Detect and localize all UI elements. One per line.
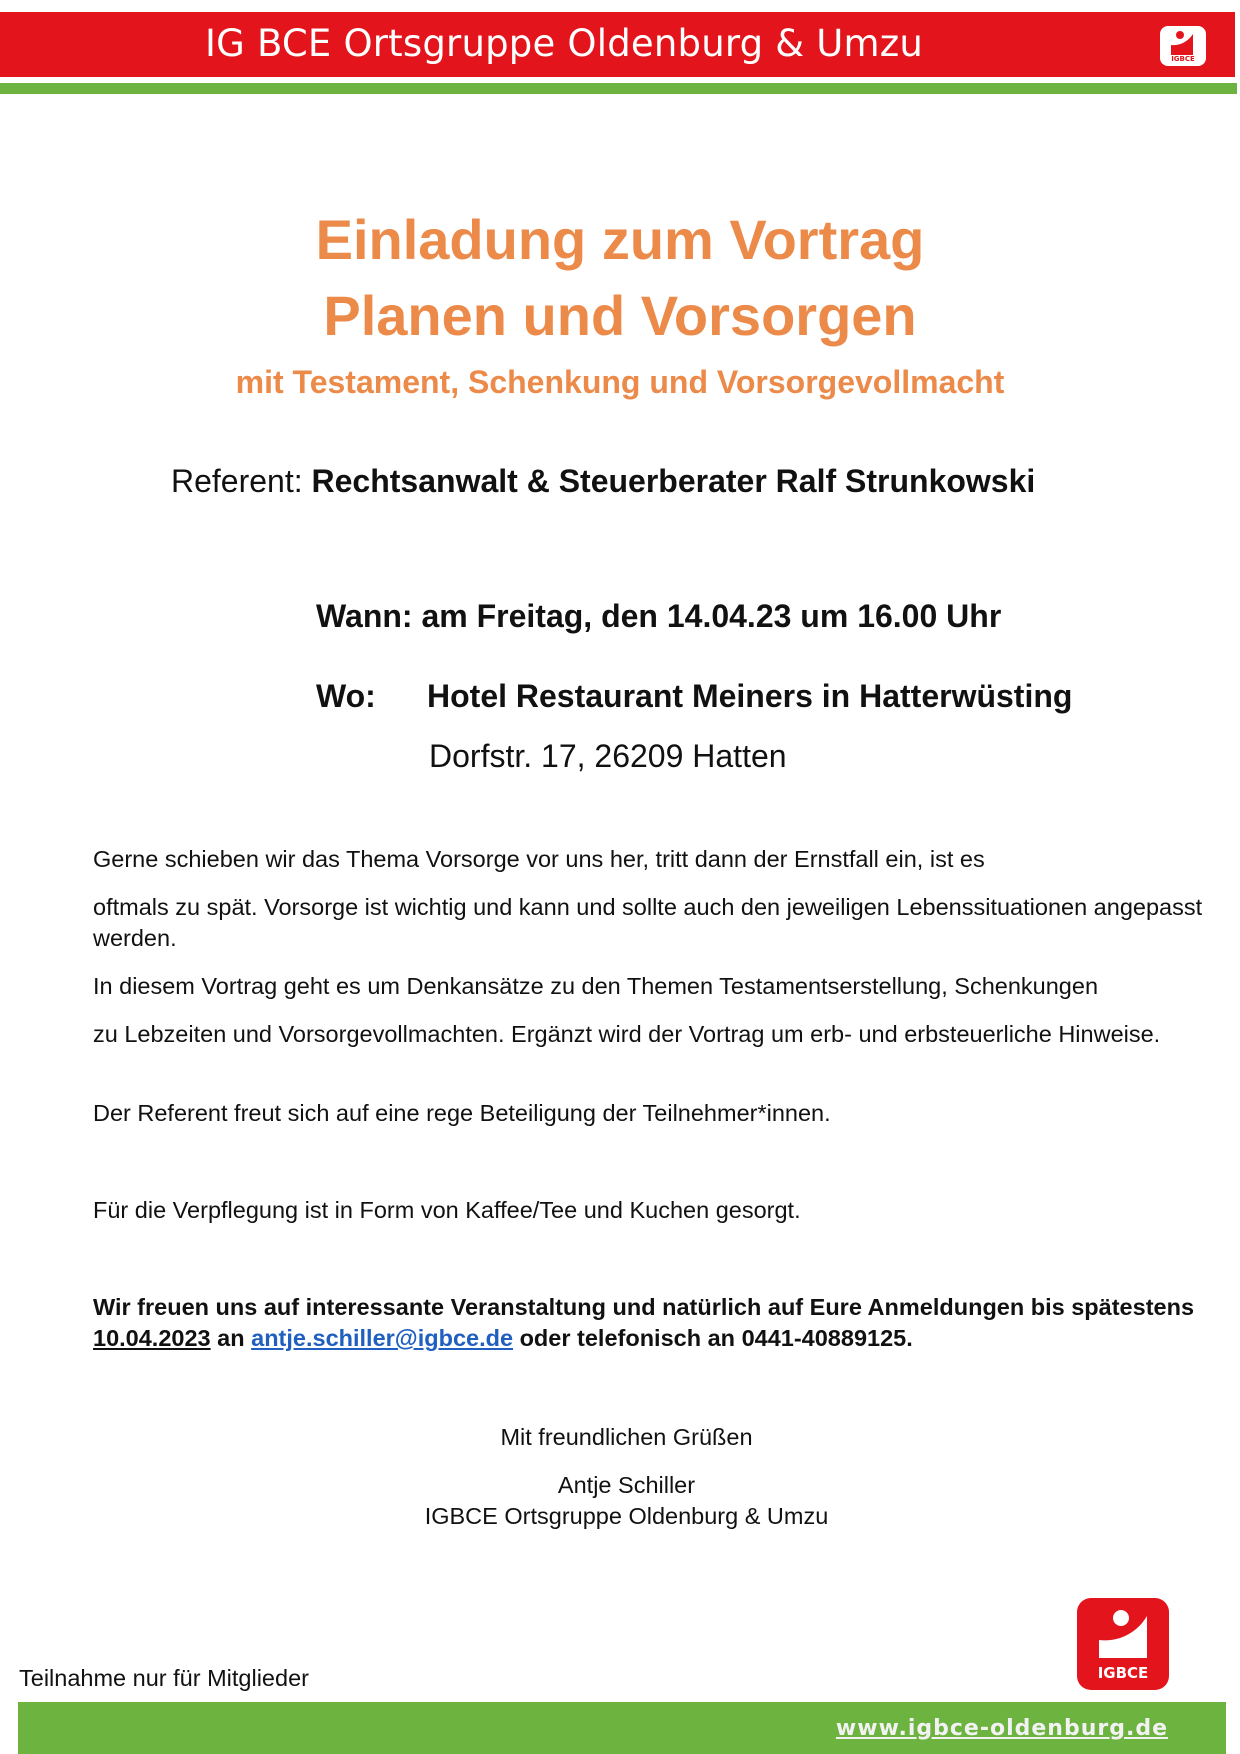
registration-text xyxy=(93,1292,1203,1354)
event-where-place: Hotel Restaurant Meiners in Hatterwüsting xyxy=(427,678,1073,714)
body-paragraph-5: Der Referent freut sich auf eine rege Beteiligung der Teilnehmer*innen. xyxy=(93,1100,831,1126)
igbce-logo-icon xyxy=(1160,26,1206,66)
body-paragraph-2: oftmals zu spät. Vorsorge ist wichtig und kann und sollte auch den jeweiligen Lebenssituationen angepasst werden. xyxy=(93,894,1203,951)
header-green-stripe xyxy=(0,83,1237,94)
footer-members-note: Teilnahme nur für Mitglieder xyxy=(19,1665,309,1691)
header-logo-text: IGBCE xyxy=(1171,55,1195,63)
signature-greeting: Mit freundlichen Grüßen xyxy=(500,1424,753,1450)
registration-text-3: oder telefonisch an 0441-40889125. xyxy=(519,1325,913,1351)
referent-name: Rechtsanwalt & Steuerberater Ralf Strunkowski xyxy=(311,463,1036,499)
footer-website-link[interactable]: www.igbce-oldenburg.de xyxy=(835,1716,1168,1741)
footer-logo-text: IGBCE xyxy=(1097,1664,1149,1682)
body-paragraph-3: In diesem Vortrag geht es um Denkansätze zu den Themen Testamentserstellung, Schenkungen xyxy=(93,973,1099,999)
signature-name: Antje Schiller xyxy=(557,1472,696,1498)
event-where-address: Dorfstr. 17, 26209 Hatten xyxy=(429,738,787,774)
header-title: IG BCE Ortsgruppe Oldenburg & Umzu xyxy=(205,22,924,65)
header-bar xyxy=(0,12,1235,77)
event-where-label: Wo: xyxy=(316,678,376,714)
referent-line xyxy=(171,463,1035,500)
referent-label: Referent: xyxy=(171,463,303,499)
event-when: Wann: am Freitag, den 14.04.23 um 16.00 Uhr xyxy=(316,598,1002,634)
body-paragraph-6: Für die Verpflegung ist in Form von Kaffee/Tee und Kuchen gesorgt. xyxy=(93,1197,801,1223)
footer-green-bar xyxy=(18,1702,1226,1754)
registration-email-link[interactable]: antje.schiller@igbce.de xyxy=(251,1325,514,1351)
registration-text-1: Wir freuen uns auf interessante Veranstaltung und natürlich auf Eure Anmeldungen bis spätestens xyxy=(93,1294,1195,1320)
registration-text-2: an xyxy=(217,1325,245,1351)
invitation-title: Einladung zum Vortrag xyxy=(315,208,925,271)
body-paragraph-1: Gerne schieben wir das Thema Vorsorge vor uns her, tritt dann der Ernstfall ein, ist es xyxy=(93,846,985,872)
body-paragraph-4: zu Lebzeiten und Vorsorgevollmachten. Ergänzt wird der Vortrag um erb- und erbsteuerliche Hinweise. xyxy=(93,1021,1161,1047)
invitation-subtitle: mit Testament, Schenkung und Vorsorgevollmacht xyxy=(235,364,1005,400)
signature-org: IGBCE Ortsgruppe Oldenburg & Umzu xyxy=(424,1503,829,1529)
invitation-topic: Planen und Vorsorgen xyxy=(323,284,917,347)
footer-igbce-logo-icon xyxy=(1077,1598,1169,1690)
header-logo xyxy=(1132,12,1235,77)
registration-deadline: 10.04.2023 xyxy=(93,1325,211,1351)
